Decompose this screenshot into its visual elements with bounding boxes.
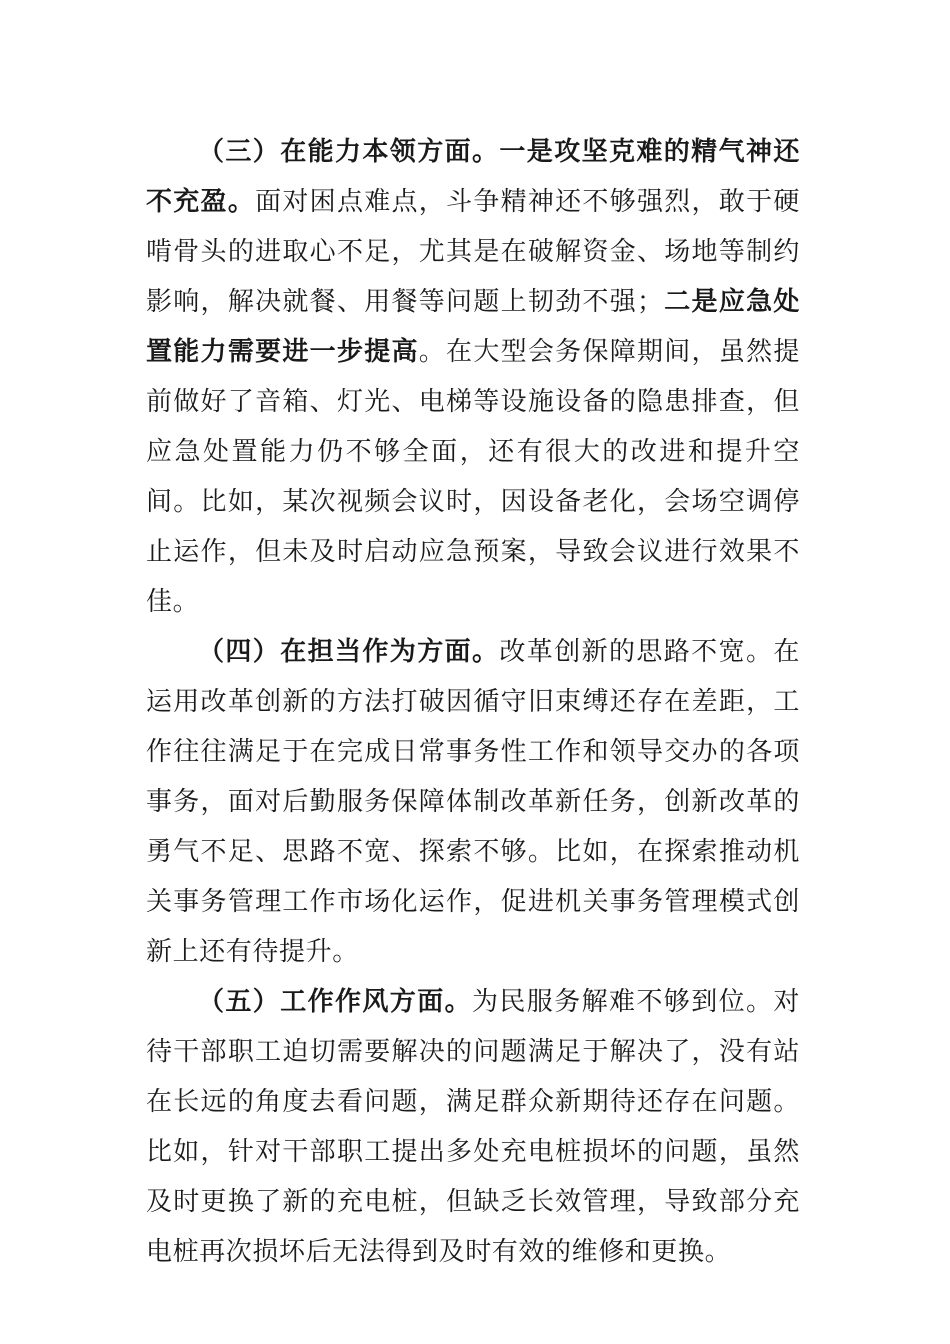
heading-work-style: （五）工作作风方面。 <box>198 987 472 1017</box>
document-page <box>146 127 800 1277</box>
point-two-body: 。在大型会务保障期间，虽然提前做好了音箱、灯光、电梯等设施设备的隐患排查，但应急处置能力仍不够全面，还有很大的改进和提升空间。比如，某次视频会议时，因设备老化，会场空调停止运作，但未及时启动应急预案，导致会议进行效果不佳。 <box>146 337 800 617</box>
point-one-heading: 一是攻坚克难的精气神还不充盈。 <box>146 137 800 217</box>
paragraph-responsibility <box>146 627 800 977</box>
point-two-heading: 二是应急处置能力需要进一步提高 <box>146 287 800 367</box>
point-one-body: 面对困点难点，斗争精神还不够强烈，敢于硬啃骨头的进取心不足，尤其是在破解资金、场地等制约影响，解决就餐、用餐等问题上韧劲不强； <box>146 187 800 317</box>
responsibility-body: 改革创新的思路不宽。在运用改革创新的方法打破因循守旧束缚还存在差距，工作往往满足于在完成日常事务性工作和领导交办的各项事务，面对后勤服务保障体制改革新任务，创新改革的勇气不足、思路不宽、探索不够。比如，在探索推动机关事务管理工作市场化运作，促进机关事务管理模式创新上还有待提升。 <box>146 637 800 967</box>
paragraph-work-style <box>146 977 800 1277</box>
heading-ability: （三）在能力本领方面。 <box>198 137 500 167</box>
heading-responsibility: （四）在担当作为方面。 <box>198 637 500 667</box>
paragraph-ability <box>146 127 800 627</box>
work-style-body: 为民服务解难不够到位。对待干部职工迫切需要解决的问题满足于解决了，没有站在长远的角度去看问题，满足群众新期待还存在问题。比如，针对干部职工提出多处充电桩损坏的问题，虽然及时更换了新的充电桩，但缺乏长效管理，导致部分充电桩再次损坏后无法得到及时有效的维修和更换。 <box>146 987 800 1267</box>
